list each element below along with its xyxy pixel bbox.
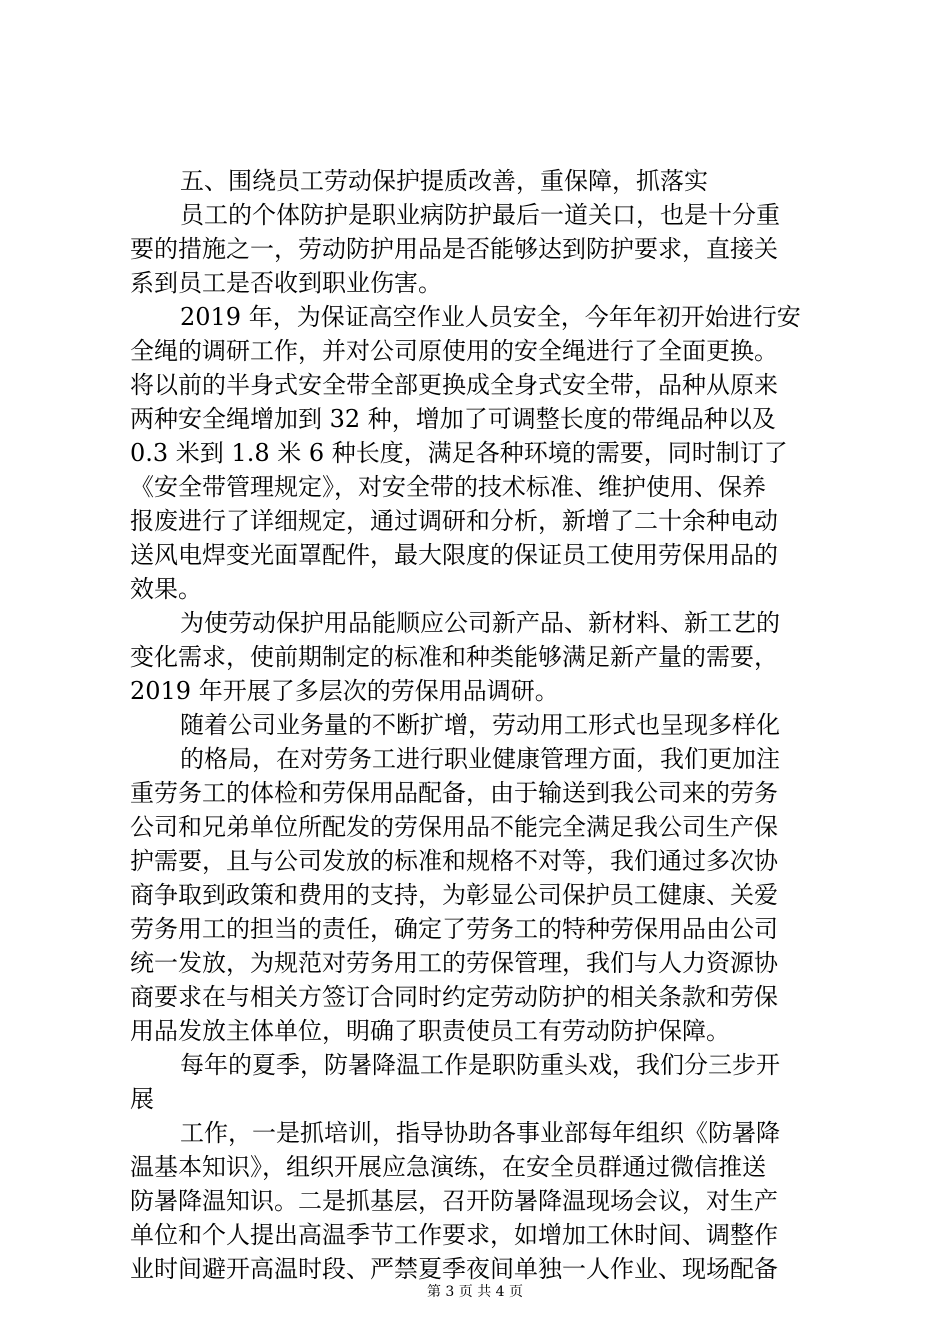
paragraph-line: 重劳务工的体检和劳保用品配备，由于输送到我公司来的劳务: [130, 779, 778, 807]
paragraph-line: 2019 年开展了多层次的劳保用品调研。: [130, 677, 559, 705]
paragraph-line: 用品发放主体单位，明确了职责使员工有劳动防护保障。: [130, 1017, 730, 1045]
paragraph-line: 单位和个人提出高温季节工作要求，如增加工休时间、调整作: [130, 1221, 778, 1249]
paragraph-line: 工作，一是抓培训，指导协助各事业部每年组织《防暑降: [180, 1119, 780, 1147]
paragraph-line: 全绳的调研工作，并对公司原使用的安全绳进行了全面更换。: [130, 337, 778, 365]
paragraph-line: 每年的夏季，防暑降温工作是职防重头戏，我们分三步开: [180, 1051, 780, 1079]
paragraph-line: 2019 年，为保证高空作业人员安全，今年年初开始进行安: [180, 303, 801, 331]
paragraph-line: 劳务用工的担当的责任，确定了劳务工的特种劳保用品由公司: [130, 915, 778, 943]
paragraph-line: 随着公司业务量的不断扩增，劳动用工形式也呈现多样化: [180, 711, 780, 739]
paragraph-line: 护需要，且与公司发放的标准和规格不对等，我们通过多次协: [130, 847, 778, 875]
paragraph-line: 送风电焊变光面罩配件，最大限度的保证员工使用劳保用品的: [130, 541, 778, 569]
paragraph-line: 效果。: [130, 575, 202, 603]
paragraph-line: 统一发放，为规范对劳务用工的劳保管理，我们与人力资源协: [130, 949, 778, 977]
page-number-footer: 第 3 页 共 4 页: [426, 1284, 524, 1300]
paragraph-line: 0.3 米到 1.8 米 6 种长度，满足各种环境的需要，同时制订了: [130, 439, 788, 467]
paragraph-line: 温基本知识》，组织开展应急演练，在安全员群通过微信推送: [130, 1153, 766, 1181]
paragraph-line: 的格局，在对劳务工进行职业健康管理方面，我们更加注: [180, 745, 780, 773]
paragraph-line: 商要求在与相关方签订合同时约定劳动防护的相关条款和劳保: [130, 983, 778, 1011]
paragraph-line: 公司和兄弟单位所配发的劳保用品不能完全满足我公司生产保: [130, 813, 778, 841]
paragraph-line: 系到员工是否收到职业伤害。: [130, 269, 442, 297]
section-heading: 五、围绕员工劳动保护提质改善，重保障，抓落实: [180, 167, 708, 195]
paragraph-line: 员工的个体防护是职业病防护最后一道关口，也是十分重: [180, 201, 780, 229]
paragraph-line: 报废进行了详细规定，通过调研和分析，新增了二十余种电动: [130, 507, 778, 535]
paragraph-line: 变化需求，使前期制定的标准和种类能够满足新产量的需要，: [130, 643, 778, 671]
paragraph-line: 将以前的半身式安全带全部更换成全身式安全带，品种从原来: [130, 371, 778, 399]
paragraph-line: 业时间避开高温时段、严禁夏季夜间单独一人作业、现场配备: [130, 1255, 778, 1283]
paragraph-line: 商争取到政策和费用的支持，为彰显公司保护员工健康、关爱: [130, 881, 778, 909]
paragraph-line: 要的措施之一，劳动防护用品是否能够达到防护要求，直接关: [130, 235, 778, 263]
paragraph-line: 防暑降温知识。二是抓基层，召开防暑降温现场会议，对生产: [130, 1187, 778, 1215]
document-body: [130, 164, 830, 1286]
paragraph-line: 展: [130, 1085, 154, 1113]
paragraph-line: 两种安全绳增加到 32 种，增加了可调整长度的带绳品种以及: [130, 405, 776, 433]
paragraph-line: 《安全带管理规定》，对安全带的技术标准、维护使用、保养: [130, 473, 766, 501]
paragraph-line: 为使劳动保护用品能顺应公司新产品、新材料、新工艺的: [180, 609, 780, 637]
